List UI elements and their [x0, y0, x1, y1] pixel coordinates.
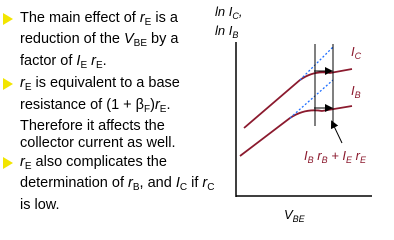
annotation-label: $I_B$ $r_B + I_E$ $r_E$ [304, 148, 367, 165]
ideal-ib-extrapolation [290, 80, 333, 118]
annotation-pointer [332, 122, 342, 143]
bullet-text: The main effect of $r_E$ is a reduction of the $V_{BE}$ by a factor of $I_E$ $r_E$. [20, 10, 179, 71]
curve-label-ib: $I_B$ [351, 83, 361, 100]
x-axis-label: $V_{BE}$ [284, 207, 305, 224]
y-axis-label-2: $\ln I_B$ [215, 23, 239, 40]
y-axis-label-1: $\ln I_C$, [215, 4, 243, 21]
bullet-text: $r_E$ also complicates the determination of $r_B$, and $I_C$ if $r_C$ is low. [20, 153, 215, 213]
bullet-text: $r_E$ is equivalent to a base resistance of $(1 + \beta_F)r_E$. Therefore it affects the collector current as well. [20, 75, 180, 152]
curve-ic [244, 69, 352, 128]
ideal-ic-extrapolation [300, 47, 333, 80]
curve-label-ic: $I_C$ [351, 44, 362, 61]
